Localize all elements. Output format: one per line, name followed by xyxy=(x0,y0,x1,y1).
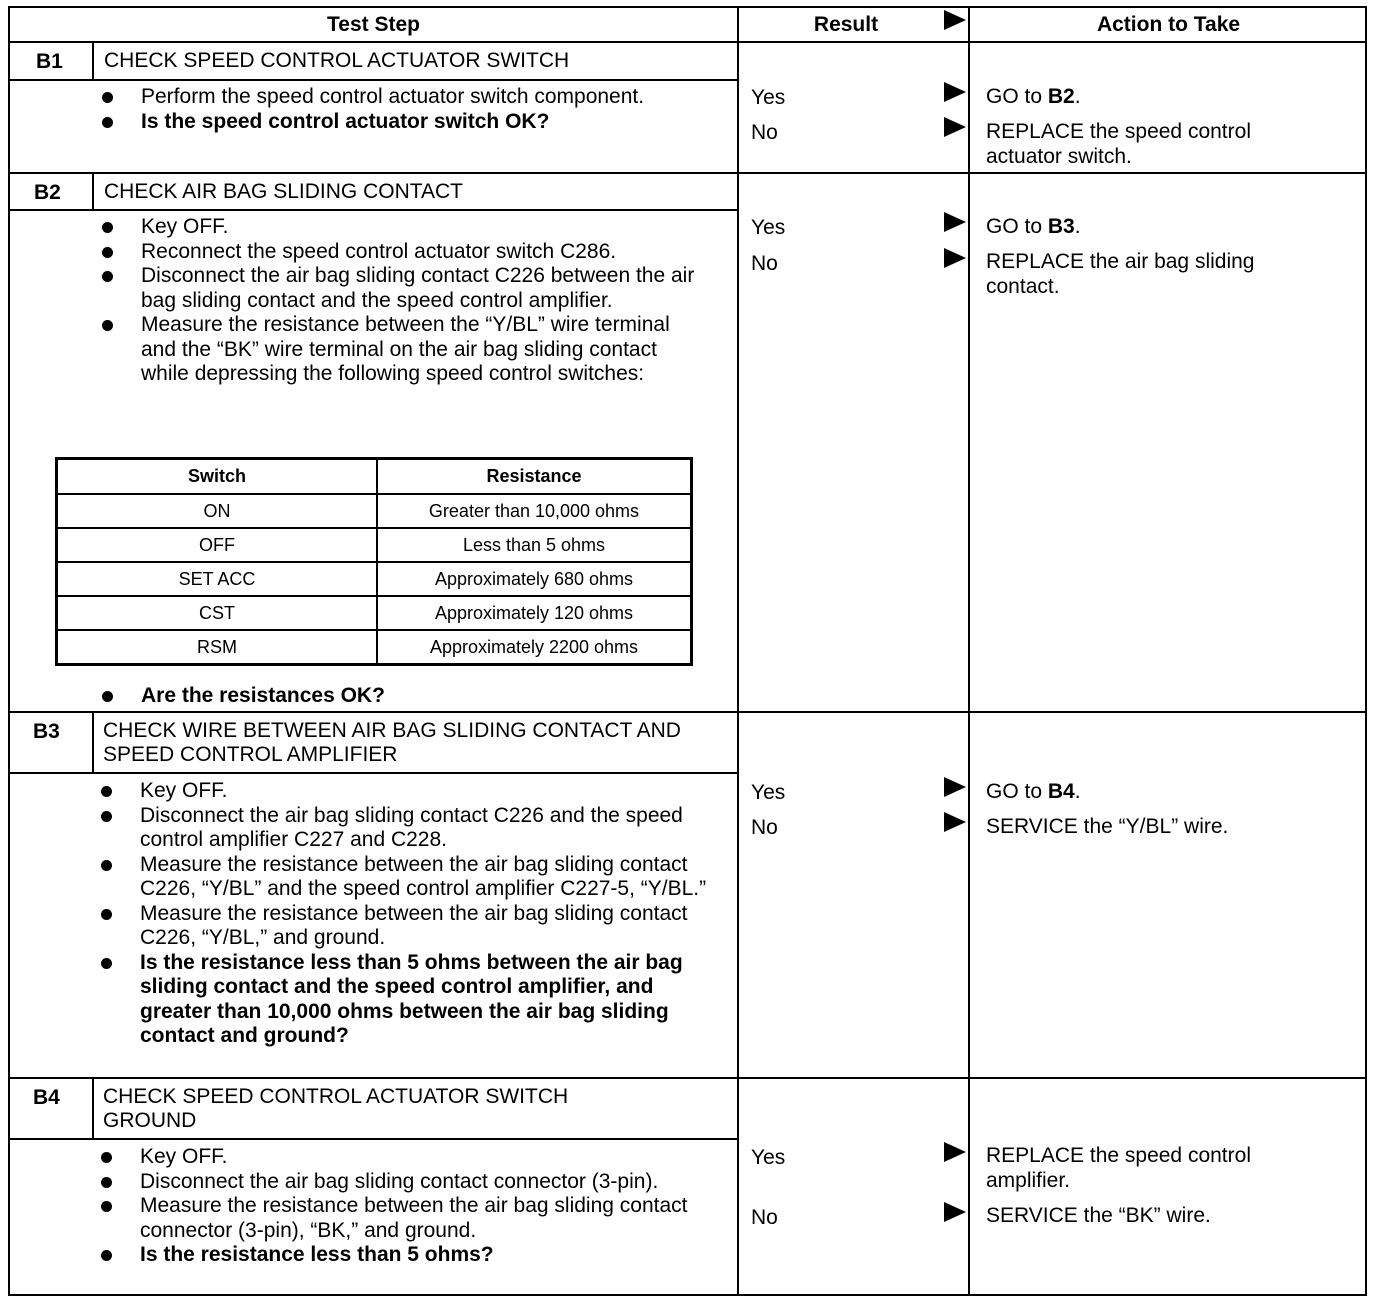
result-no: No xyxy=(751,252,778,275)
step-id: B3 xyxy=(33,720,60,743)
action-text: GO to B2. xyxy=(986,85,1081,108)
step-id-divider xyxy=(92,1077,94,1139)
arrow-icon xyxy=(944,82,966,102)
table-cell: Approximately 120 ohms xyxy=(377,596,692,630)
table-cell: ON xyxy=(57,494,378,528)
bullet-item: Disconnect the air bag sliding contact C226 between the air bag sliding contact and the speed control amplifier. xyxy=(101,264,701,313)
step-title: CHECK WIRE BETWEEN AIR BAG SLIDING CONTACT AND SPEED CONTROL AMPLIFIER xyxy=(103,719,681,766)
table-cell: RSM xyxy=(57,630,378,665)
switch-resistance-table xyxy=(55,457,693,666)
bullet-question: Is the resistance less than 5 ohms between the air bag sliding contact and the speed control amplifier, and greater than 10,000 ohms between the air bag sliding contact and ground? xyxy=(100,951,710,1049)
step-title: CHECK SPEED CONTROL ACTUATOR SWITCH xyxy=(104,49,570,72)
header-divider xyxy=(8,41,1367,43)
step-bullets xyxy=(100,779,710,1049)
table-cell: Less than 5 ohms xyxy=(377,528,692,562)
table-cell: Approximately 2200 ohms xyxy=(377,630,692,665)
action-text: GO to B3. xyxy=(986,215,1081,238)
result-yes: Yes xyxy=(751,86,786,109)
step-id-divider xyxy=(92,41,94,79)
table-row xyxy=(57,596,692,630)
result-no: No xyxy=(751,1206,778,1229)
arrow-icon xyxy=(944,117,966,137)
result-no: No xyxy=(751,121,778,144)
step-bullets xyxy=(101,85,711,134)
table-cell: OFF xyxy=(57,528,378,562)
step-divider xyxy=(8,172,1367,174)
step-title-underline xyxy=(8,79,737,81)
step-title-underline xyxy=(8,772,737,774)
table-header-switch: Switch xyxy=(57,459,378,495)
step-id-divider xyxy=(92,172,94,209)
bullet-item: Measure the resistance between the air bag sliding contact C226, “Y/BL” and the speed control amplifier C227-5, “Y/BL.” xyxy=(100,853,710,902)
table-row xyxy=(57,528,692,562)
bullet-item: Measure the resistance between the air bag sliding contact connector (3-pin), “BK,” and ground. xyxy=(100,1194,710,1243)
result-yes: Yes xyxy=(751,216,786,239)
bullet-item: Key OFF. xyxy=(100,779,710,804)
step-bullets xyxy=(101,215,701,387)
arrow-icon xyxy=(944,248,966,268)
table-header-resistance: Resistance xyxy=(377,459,692,495)
table-row xyxy=(57,494,692,528)
action-text: REPLACE the speed control actuator switch. xyxy=(986,120,1251,168)
table-cell: Approximately 680 ohms xyxy=(377,562,692,596)
header-result: Result xyxy=(813,13,879,36)
arrow-icon xyxy=(944,212,966,232)
bullet-item: Measure the resistance between the “Y/BL” wire terminal and the “BK” wire terminal on the air bag sliding contact while depressing the following speed control switches: xyxy=(101,313,701,387)
step-divider xyxy=(8,711,1367,713)
result-yes: Yes xyxy=(751,781,786,804)
table-row xyxy=(57,562,692,596)
action-text: REPLACE the speed control amplifier. xyxy=(986,1144,1251,1192)
step-id: B2 xyxy=(34,181,61,204)
header-test-step: Test Step xyxy=(327,13,420,36)
header-action: Action to Take xyxy=(1096,13,1241,36)
step-id: B1 xyxy=(36,50,63,73)
bullet-item: Perform the speed control actuator switch component. xyxy=(101,85,711,110)
header-arrow-icon xyxy=(944,10,966,30)
action-text: REPLACE the air bag sliding contact. xyxy=(986,250,1255,298)
step-title-underline xyxy=(8,1138,737,1140)
bullet-question: Are the resistances OK? xyxy=(101,684,701,709)
result-no: No xyxy=(751,816,778,839)
step-title-underline xyxy=(8,209,737,211)
arrow-icon xyxy=(944,777,966,797)
table-cell: Greater than 10,000 ohms xyxy=(377,494,692,528)
arrow-icon xyxy=(944,812,966,832)
action-text: SERVICE the “BK” wire. xyxy=(986,1204,1211,1227)
bullet-question: Is the resistance less than 5 ohms? xyxy=(100,1243,710,1268)
bullet-item: Key OFF. xyxy=(100,1145,710,1170)
step-id: B4 xyxy=(33,1086,60,1109)
result-yes: Yes xyxy=(751,1146,786,1169)
bullet-question: Is the speed control actuator switch OK? xyxy=(101,110,711,135)
table-cell: CST xyxy=(57,596,378,630)
bullet-item: Reconnect the speed control actuator switch C286. xyxy=(101,240,701,265)
step-bullets xyxy=(100,1145,710,1268)
bullet-item: Key OFF. xyxy=(101,215,701,240)
table-cell: SET ACC xyxy=(57,562,378,596)
column-divider-action xyxy=(968,6,970,1296)
action-text: SERVICE the “Y/BL” wire. xyxy=(986,815,1229,838)
table-row xyxy=(57,630,692,665)
step-id-divider xyxy=(92,711,94,773)
step-bullets-question xyxy=(101,684,701,709)
bullet-item: Disconnect the air bag sliding contact C226 and the speed control amplifier C227 and C228. xyxy=(100,804,710,853)
step-title: CHECK SPEED CONTROL ACTUATOR SWITCH GROUND xyxy=(103,1085,569,1132)
arrow-icon xyxy=(944,1202,966,1222)
column-divider-result xyxy=(737,6,739,1296)
bullet-item: Measure the resistance between the air bag sliding contact C226, “Y/BL,” and ground. xyxy=(100,902,710,951)
bullet-item: Disconnect the air bag sliding contact connector (3-pin). xyxy=(100,1170,710,1195)
step-divider xyxy=(8,1077,1367,1079)
arrow-icon xyxy=(944,1142,966,1162)
action-text: GO to B4. xyxy=(986,780,1081,803)
step-title: CHECK AIR BAG SLIDING CONTACT xyxy=(104,180,463,203)
table-header-row xyxy=(57,459,692,495)
